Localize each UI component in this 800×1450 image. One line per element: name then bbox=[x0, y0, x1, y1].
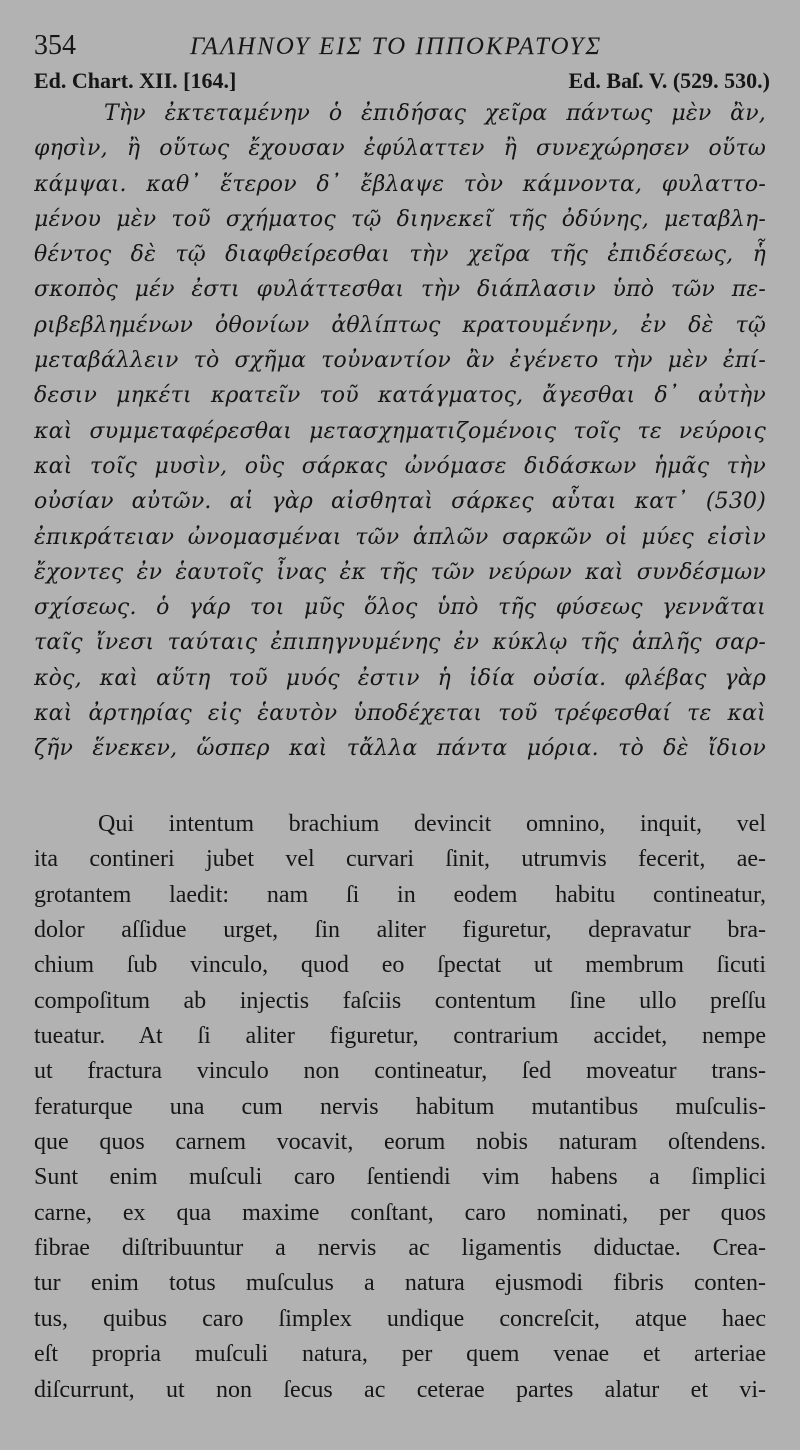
greek-line-text: ταῖς ἴνεσι ταύταις ἐπιπηγνυμένης ἐν κύκλῳ τῆς ἁπλῆς σαρ- bbox=[34, 630, 766, 656]
greek-line-text: καὶ συμμεταφέρεσθαι μετασχηματιζομένοις τοῖς τε νεύροις bbox=[34, 418, 766, 444]
latin-line-text: ita contineri jubet vel curvari ſinit, utrumvis fecerit, ae- bbox=[34, 846, 766, 873]
latin-line-text: Sunt enim muſculi caro ſentiendi vim habens a ſimplici bbox=[34, 1164, 766, 1191]
latin-line-text: tus, quibus caro ſimplex undique concreſcit, atque haec bbox=[34, 1305, 766, 1332]
greek-line-text: θέντος δὲ τῷ διαφθείρεσθαι τὴν χεῖρα τῆς ἐπιδέσεως, ἧ bbox=[34, 242, 766, 268]
greek-line-text: φησὶν, ἢ οὕτως ἔχουσαν ἐφύλαττεν ἢ συνεχώρησεν οὕτω bbox=[34, 136, 766, 162]
latin-line-text: tueatur. At ſi aliter figuretur, contrarium accidet, nempe bbox=[34, 1023, 766, 1050]
latin-line-text: dolor aſſidue urget, ſin aliter figuretur, depravatur bra- bbox=[34, 917, 766, 944]
latin-line-text: Qui intentum brachium devincit omnino, inquit, vel bbox=[98, 811, 766, 837]
greek-line-text: καὶ τοῖς μυσὶν, οὓς σάρκας ὠνόμασε διδάσκων ἡμᾶς τὴν bbox=[34, 453, 766, 479]
running-title: ΓΑΛΗΝΟΥ ΕΙΣ ΤΟ ΙΠΠΟΚΡΑΤΟΥΣ bbox=[190, 33, 603, 60]
greek-line-text: καὶ ἀρτηρίας εἰς ἑαυτὸν ὑποδέχεται τοῦ τρέφεσθαί τε καὶ bbox=[34, 701, 766, 727]
latin-line-text: diſcurrunt, ut non ſecus ac ceterae partes alatur et vi- bbox=[34, 1376, 766, 1403]
latin-line-text: ut fractura vinculo non contineatur, ſed moveatur trans- bbox=[34, 1058, 766, 1085]
greek-line-text: ἔχοντες ἐν ἑαυτοῖς ἶνας ἐκ τῆς τῶν νεύρων καὶ συνδέσμων bbox=[34, 559, 766, 585]
latin-line-text: chium ſub vinculo, quod eo ſpectat ut membrum ſicuti bbox=[34, 952, 766, 979]
greek-line-text: ριβεβλημένων ὀθονίων ἀθλίπτως κρατουμένην, ἐν δὲ τῷ bbox=[34, 312, 766, 338]
edition-reference-left: Ed. Chart. XII. [164.] bbox=[34, 68, 237, 93]
running-header bbox=[34, 30, 770, 70]
latin-line-text: grotantem laedit: nam ſi in eodem habitu contineatur, bbox=[34, 881, 766, 908]
edition-reference-right: Ed. Baſ. V. (529. 530.) bbox=[568, 68, 770, 93]
greek-line-text: ζῆν ἕνεκεν, ὥσπερ καὶ τἄλλα πάντα μόρια. τὸ δὲ ἴδιον bbox=[34, 736, 766, 762]
latin-line-text: fibrae diſtribuuntur a nervis ac ligamentis diductae. Crea- bbox=[34, 1235, 766, 1262]
greek-line-text: μένου μὲν τοῦ σχήματος τῷ διηνεκεῖ τῆς ὀδύνης, μεταβλη- bbox=[34, 206, 766, 232]
latin-line-text: eſt propria muſculi natura, per quem venae et arteriae bbox=[34, 1341, 766, 1368]
greek-line-text: ἐπικράτειαν ὠνομασμέναι τῶν ἁπλῶν σαρκῶν οἱ μύες εἰσὶν bbox=[34, 524, 766, 550]
greek-line-text: δεσιν μηκέτι κρατεῖν τοῦ κατάγματος, ἄγεσθαι δ᾽ αὐτὴν bbox=[34, 383, 766, 409]
greek-line-text: κάμψαι. καθ᾽ ἕτερον δ᾽ ἔβλαψε τὸν κάμνοντα, φυλαττο- bbox=[34, 171, 766, 197]
greek-line-text: Τὴν ἐκτεταμένην ὁ ἐπιδήσας χεῖρα πάντως μὲν ἂν, bbox=[104, 101, 766, 126]
latin-translation-block bbox=[34, 807, 766, 1408]
latin-line-text: feraturque una cum nervis habitum mutantibus muſculis- bbox=[34, 1093, 766, 1120]
greek-text-block bbox=[34, 96, 766, 767]
greek-line-text: μεταβάλλειν τὸ σχῆμα τοὐναντίον ἂν ἐγένετο τὴν μὲν ἐπί- bbox=[34, 348, 766, 374]
greek-line-text: σχίσεως. ὁ γάρ τοι μῦς ὅλος ὑπὸ τῆς φύσεως γεννᾶται bbox=[34, 595, 766, 621]
greek-line-text: κὸς, καὶ αὕτη τοῦ μυός ἐστιν ἡ ἰδία οὐσία. φλέβας γὰρ bbox=[34, 665, 766, 691]
page-number: 354 bbox=[34, 30, 76, 61]
latin-line-text: que quos carnem vocavit, eorum nobis naturam oſtendens. bbox=[34, 1129, 766, 1156]
latin-line-text: compoſitum ab injectis faſciis contentum ſine ullo preſſu bbox=[34, 987, 766, 1014]
latin-line-text: tur enim totus muſculus a natura ejusmodi fibris conten- bbox=[34, 1270, 766, 1297]
latin-line-text: carne, ex qua maxime conſtant, caro nominati, per quos bbox=[34, 1199, 766, 1226]
greek-line-text: σκοπὸς μέν ἐστι φυλάττεσθαι τὴν διάπλασιν ὑπὸ τῶν πε- bbox=[34, 277, 766, 303]
greek-line-text: οὐσίαν αὐτῶν. αἱ γὰρ αἰσθηταὶ σάρκες αὗται κατ᾽ (530) bbox=[34, 489, 766, 515]
edition-reference-row bbox=[34, 68, 770, 94]
